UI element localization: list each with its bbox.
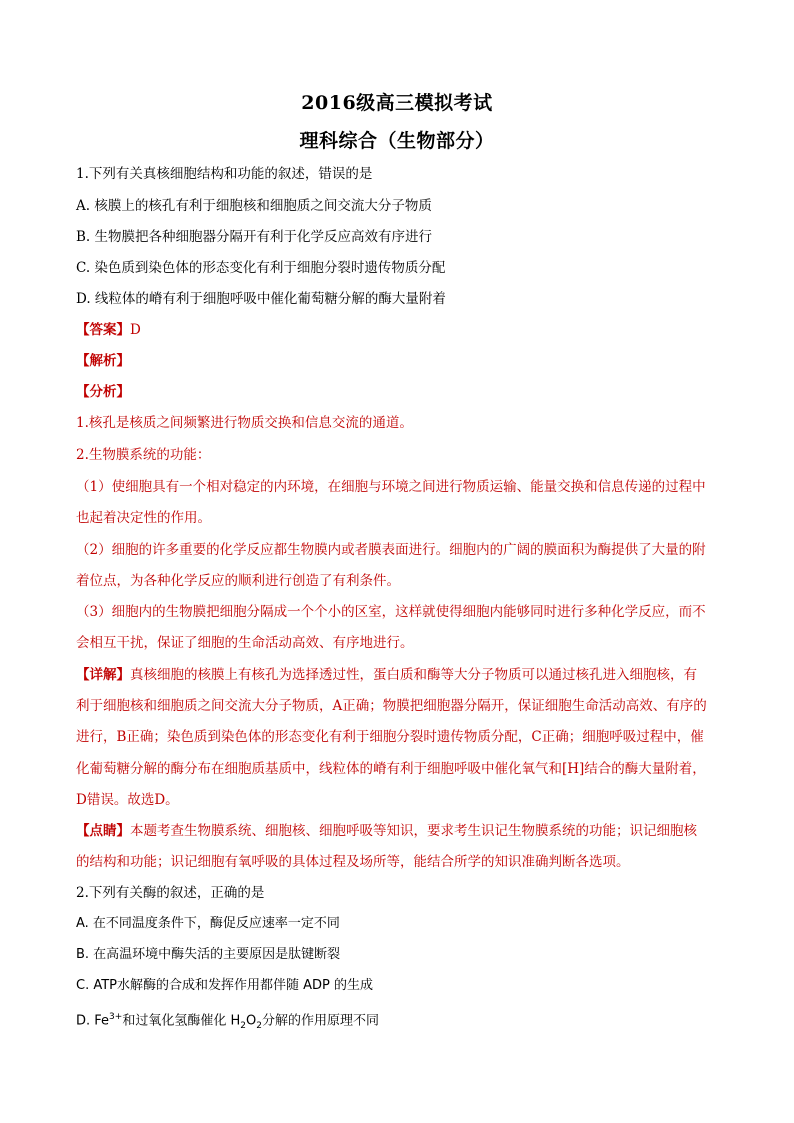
fenxi-tag [76,382,726,402]
fenxi-line: （2）细胞的许多重要的化学反应都生物膜内或者膜表面进行。细胞内的广阔的膜面积为酶提供了大量的附 [76,542,706,558]
detail-line: D错误。故选D。 [76,792,179,808]
option-d-sup: 3+ [109,1012,123,1022]
fenxi-line: （1）使细胞具有一个相对稳定的内环境，在细胞与环境之间进行物质运输、能量交换和信息传递的过程中 [76,479,706,495]
answer-value: D [130,322,141,338]
exam-title: 2016级高三模拟考试 [301,92,493,114]
dianjing-tag: 【点睛】 [76,823,130,839]
question-1-option-b: B. 生物膜把各种细胞器分隔开有利于化学反应高效有序进行 [76,229,433,245]
analysis-tag-text: 【解析】 [76,353,130,369]
fenxi-tag-text: 【分析】 [76,384,130,400]
answer-tag: 【答案】 [76,322,130,338]
fenxi-line: 也起着决定性的作用。 [76,510,211,526]
question-1-stem: 1.下列有关真核细胞结构和功能的叙述，错误的是 [76,166,373,182]
detail-text: 真核细胞的核膜上有核孔为选择透过性，蛋白质和酶等大分子物质可以通过核孔进入细胞核，有 [130,667,697,683]
detail-line [76,665,726,685]
detail-line: 化葡萄糖分解的酶分布在细胞质基质中，线粒体的嵴有利于细胞呼吸中催化氧气和[H]结合的酶大量附着， [76,761,706,777]
question-2-option-c: C. ATP水解酶的合成和发挥作用都伴随 ADP 的生成 [76,978,374,993]
option-d-suffix: 分解的作用原理不同 [261,1013,379,1029]
question-2-option-a: A. 在不同温度条件下，酶促反应速率一定不同 [76,916,340,931]
option-d-sub1: 2 [240,1020,246,1031]
fenxi-line: 1.核孔是核质之间频繁进行物质交换和信息交流的通道。 [76,415,413,431]
analysis-tag [76,351,726,371]
answer-row [76,320,726,340]
dianjing-line [76,821,726,841]
fenxi-line: 着位点，为各种化学反应的顺利进行创造了有利条件。 [76,573,400,589]
fenxi-line: （3）细胞内的生物膜把细胞分隔成一个个小的区室，这样就使得细胞内能够同时进行多种化学反应，而不 [76,604,706,620]
question-2-stem: 2.下列有关酶的叙述，正确的是 [76,885,265,901]
option-d-sub2: 2 [256,1020,262,1031]
dianjing-line: 的结构和功能；识记细胞有氧呼吸的具体过程及场所等，能结合所学的知识准确判断各选项。 [76,854,630,870]
exam-subtitle: 理科综合（生物部分） [299,130,495,152]
detail-line: 利于细胞核和细胞质之间交流大分子物质，A正确；物膜把细胞器分隔开，保证细胞生命活动高效、有序的 [76,698,707,714]
question-1-option-a: A. 核膜上的核孔有利于细胞核和细胞质之间交流大分子物质 [76,198,432,214]
question-2-option-d [76,1007,726,1036]
detail-tag: 【详解】 [76,667,130,683]
option-d-mid: 和过氧化氢酶催化 H [122,1013,241,1029]
question-1-option-d: D. 线粒体的嵴有利于细胞呼吸中催化葡萄糖分解的酶大量附着 [76,291,446,307]
question-2-option-b: B. 在高温环境中酶失活的主要原因是肽键断裂 [76,947,341,962]
option-d-prefix: D. Fe [76,1013,110,1029]
dianjing-text: 本题考查生物膜系统、细胞核、细胞呼吸等知识，要求考生识记生物膜系统的功能；识记细胞核 [130,823,697,839]
detail-line: 进行，B正确；染色质到染色体的形态变化有利于细胞分裂时遗传物质分配，C正确；细胞呼吸过程中，催 [76,729,704,745]
option-d-o: O [245,1013,257,1029]
fenxi-line: 2.生物膜系统的功能： [76,447,211,463]
fenxi-line: 会相互干扰，保证了细胞的生命活动高效、有序地进行。 [76,635,414,651]
question-1-option-c: C. 染色质到染色体的形态变化有利于细胞分裂时遗传物质分配 [76,260,446,276]
